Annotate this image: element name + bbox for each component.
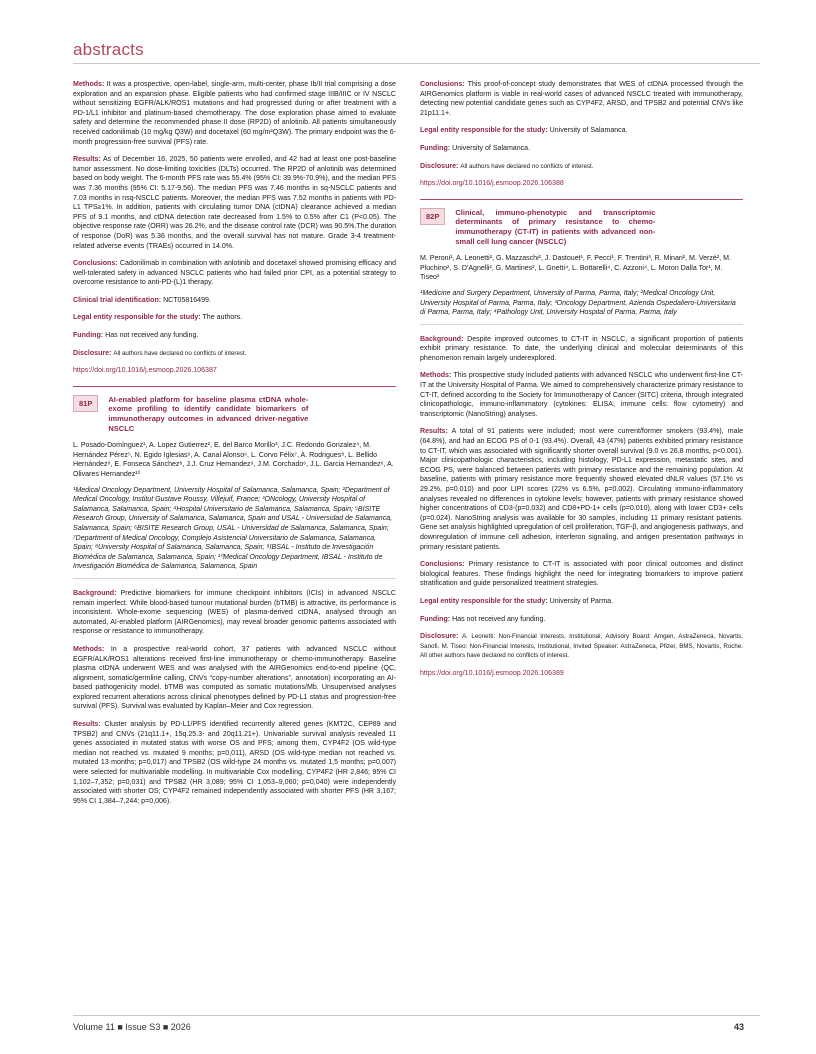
methods-paragraph: Methods: This prospective study included patients with advanced NSCLC who underwent first-line CT-IT at the University Hospital of Parma. We aimed to comprehensively characterize primary resistance to CT-IT, defined according to the Society for Immunotherapy of Cancer (SITC) criteria, through integrated clinicopathologic, immuno-inflammatory (cytokines: ELISA; immune cells: flow cytometry) and transcriptomic (NanoString) analyses. bbox=[420, 372, 743, 418]
abstract-81p-header bbox=[73, 386, 396, 433]
funding-paragraph: Funding: University of Salamanca. bbox=[420, 144, 531, 152]
disclosure-paragraph: Disclosure: All authors have declared no conflicts of interest. bbox=[73, 349, 247, 357]
disclosure-paragraph: Disclosure: All authors have declared no conflicts of interest. bbox=[420, 162, 594, 170]
journal-issue: Volume 11 ■ Issue S3 ■ 2026 bbox=[73, 1022, 191, 1032]
background-paragraph: Background: Predictive biomarkers for immune checkpoint inhibitors (ICIs) in advanced NSCLC remain imperfect. While blood-based tumour mutational burden (bTMB) is attractive, its performance is inconsistent. Whole-exome sequencing (WES) of plasma-derived ctDNA, analysed through an automated, AI-enabled platform (AIRGenomics), may reveal broader genomic patterns associated with response or resistance to immunotherapy. bbox=[73, 589, 396, 636]
results-paragraph: Results: A total of 91 patients were included; most were current/former smokers (93.4%), male (64.8%), and had an ECOG PS of 0-1 (93.4%). Overall, 43 (47%) patients exhibited primary resistance to CT-IT, which was associated with significantly shorter overall survival (9.0 vs 26.8 months, p<0.001). Major clinicopathologic characteristics, including histology, PD-L1 expression, metastatic sites, and ECOG PS, were balanced between patients with primary resistance and the remaining population. At baseline, patients with primary resistance more frequently showed elevated dNLR values (57.1% vs 29.2%, p=0.010) and poor LIPI scores (22% vs 6.5%, p=0.002). Circulating immuno-inflammatory analyses revealed no differences in cytokine levels; however, patients with primary resistance showed higher concentrations of CD3-(p=0.032) and CD8+PD-1+ cells (p=0.010), along with lower CD3+ cells (p=0.024). NanoString analysis was available for 30 samples, including 11 primary resistant patients. Gene set analysis highlighted upregulation of cell proliferation, TGF-β, and angiogenesis pathways, and downregulation of immune cell adhesion, interferon signaling, and antigen presentation pathways in primary resistant patients. bbox=[420, 428, 743, 551]
legal-paragraph: Legal entity responsible for the study: University of Salamanca. bbox=[420, 127, 628, 135]
affiliations: ¹Medical Oncology Department, University Hospital of Salamanca, Salamanca, Spain; ²Department of Medical Oncology, Institut Gustave Roussy, Villejuif, France; ³ONcology, University Hospital of Salamanca, Salamanca, Spain; ⁴Hospital Universitario de Salamanca, Salamanca, Spain; ⁵BISITE Research Group, University of Salamanca, Salamanca, Spain and USAL - Universidad de Salamanca, Salamanca, Spain; ⁶BISITE Research Group, USAL - Universidad de Salamanca, Salamanca, Spain; ⁷Department of Medical Oncology, Complejo Asistencial Universitario de Salamanca, Salamanca, Spain; ⁸University Hospital of Salamanca, Salamanca, Spain; ⁹IBSAL - Instituto de Investigación Biomédica de Salamanca, Salamanca, Spain; ¹⁰Medical Oncology Department, IBSAL - Instituto de Investigación Biomédica de Salamanca, Salamanca, Spain bbox=[73, 486, 396, 579]
legal-paragraph: Legal entity responsible for the study: University of Parma. bbox=[420, 597, 614, 605]
affiliations: ¹Medicine and Surgery Department, University of Parma, Parma, Italy; ²Medical Oncology Unit, University Hospital of Parma, Parma, Italy; ³Oncology Department, Azienda Ospedaliero-Universitaria di Parma, Parma, Italy; ⁴Pathology Unit, University Hospital of Parma, Parma, Italy bbox=[420, 289, 743, 325]
methods-paragraph: Methods: In a prospective real-world cohort, 37 patients with advanced NSCLC without EGFR/ALK/ROS1 alterations received first-line immunotherapy or chemo-immunotherapy. Baseline plasma ctDNA underwent WES and was analysed with the AIRGenomics end-to-end pipeline (QC, alignment, somatic/germline calling, CNVs “copy-number alterations”, annotation) incorporating an AI-based pathogenicity model. bTMB was computed as somatic mutations/Mb. Unsupervised analyses explored recurrent alterations across clinical phenotypes defined by PD-L1 status and progression-free survival (PFS). Survival was evaluated by Kaplan–Meier and Cox regression. bbox=[73, 645, 397, 711]
methods-paragraph: Methods: It was a prospective, open-label, single-arm, multi-center, phase Ib/II trial comprising a dose exploration and an expansion phase. Eligible patients who had confirmed stage IIIB/IIIC or IV NSCLC without sensitizing EGFR/ALK/ROS1 mutations and had progressed during or after treatment with a PD-1/L1 inhibitor and platinum-based chemotherapy. The dose exploration phase aimed to evaluate safety and determine the recommended phase II dose (RP2D) of anlotinib. All patients simultaneously received cadonilimab (10 mg/kg Q3W) and docetaxel (60 mg/m²Q3W). The primary endpoint was the 6-month progression-free survival (PFS) rate. bbox=[73, 81, 396, 146]
doi-link[interactable]: https://doi.org/10.1016/j.esmoop.2026.106389 bbox=[420, 669, 564, 677]
abstract-id-badge: 82P bbox=[420, 208, 445, 226]
funding-paragraph: Funding: Has not received any funding. bbox=[420, 615, 546, 623]
results-paragraph: Results: Cluster analysis by PD-L1/PFS identified recurrently altered genes (KMT2C, CEP89 and TPSB2) and CNVs (21q11.1+, 15q.25.3- and 20q11.21+). Univariable survival analysis revealed 11 genes associated in mutated status with worse OS and PFS; among them, CYP4F2 (OS wild-type median not reached vs. mutated 9 months; p=0,011), ARSD (OS wild-type median not reached vs. mutated 13 months; p=0,017) and TPSB2 (OS wild-type 24 months vs. mutated 1,5 months; p=0,007) were selected for multivariable modelling. In multivariable Cox modelling, CYP4F2 (HR 2,846; 95% CI 1,102–7,352; p=0,031) and TPSB2 (HR 3,089; 95% CI 1,053–9,060; p=0,040) were independently associated with shorter OS; CYP4F2 remained independently associated with shorter PFS (HR 3,167; 95% CI 1,384–7,244; p=0,006). bbox=[73, 721, 396, 805]
author-list: L. Posado-Domínguez¹, A. Lopez Gutierrez², E. del Barco Morillo³, J.C. Redondo Gonzalez⁴, M. Hernández Pérez⁵, N. Egido Iglesias⁶, A. Canal Alonso⁶, L. Corvo Félix⁷, A. Rodrigues⁸, L. Bellido Hernández⁹, E. Fonseca Sánchez⁸, J.J. Cruz Hernandez⁹, J.M. Corchado⁶, J.L. Garcia Hernandez⁶, A. Olivares Hernandez¹⁰ bbox=[73, 442, 394, 478]
doi-link[interactable]: https://doi.org/10.1016/j.esmoop.2026.106388 bbox=[420, 180, 564, 188]
abstract-82p-header bbox=[420, 199, 743, 246]
abstract-title: AI-enabled platform for baseline plasma ctDNA whole-exome profiling to identify candidate biomarkers of immunotherapy outcomes in advanced driver-negative NSCLC bbox=[108, 394, 309, 433]
left-column bbox=[73, 80, 396, 814]
section-header: abstracts bbox=[73, 40, 144, 59]
abstract-title: Clinical, immuno-phenotypic and transcriptomic determinants of primary resistance to chemo-immunotherapy (CT-IT) in patients with advanced non-small cell lung cancer (NSCLC) bbox=[455, 207, 656, 246]
right-column bbox=[420, 80, 743, 687]
footer-divider bbox=[73, 1015, 760, 1016]
conclusions-paragraph: Conclusions: Primary resistance to CT-IT is associated with poor clinical outcomes and distinct biological features. These findings highlight the need for integrating biomarkers to improve patient stratification and guide personalized treatment strategies. bbox=[420, 561, 743, 588]
abstract-id-badge: 81P bbox=[73, 395, 98, 413]
page-number: 43 bbox=[733, 1022, 744, 1032]
trial-id-paragraph: Clinical trial identification: NCT05816499. bbox=[73, 296, 211, 304]
author-list: M. Peroni¹, A. Leonetti², G. Mazzaschi², J. Dastouet¹, F. Pecci¹, F. Trentini³, R. Minari², M. Verzè², M. Pluchino², S. D'Agnelli², G. Martines², L. Gnetti⁴, L. Bottarelli⁴, C. Azzoni⁴, L. Moron Dalla Tor¹, M. Tiseo² bbox=[420, 255, 731, 282]
doi-link[interactable]: https://doi.org/10.1016/j.esmoop.2026.106387 bbox=[73, 367, 217, 375]
header-divider bbox=[73, 63, 760, 64]
funding-paragraph: Funding: Has not received any funding. bbox=[73, 332, 199, 340]
background-paragraph: Background: Despite improved outcomes to CT-IT in NSCLC, a significant proportion of patients exhibit primary resistance. To date, the underlying clinical and molecular determinants of this phenomenon remain largely underexplored. bbox=[420, 335, 743, 362]
results-paragraph: Results: As of December 16, 2025, 50 patients were enrolled, and 42 had at least one post-baseline tumor assessment. No dose-limiting toxicities (DLTs) occurred. The RP2D of anlotinib was determined based on body weight. The 6-month PFS rate was 55.4% (95% CI: 39.9%-70.9%), and the median PFS was 7.36 months (95% CI: 5.17-9.56). The median PFS was 7.46 months in sq-NSCLC patients and 7.03 months in nsq-NSCLC patients. Moreover, the median PFS was 7.52 months in patients with PD-L1 TPS≥1%. In addition, patients with circulating tumor DNA (ctDNA) clearance achieved a median PFS of 9.1 months, and ctDNA detection rate decreased from 1.5% to 0.5% after C1 (P<0.05). The objective response rate (ORR) was 26.2%, and the disease control rate (DCR) was 90.5%.The duration of response (DoR) was 5.36 months, and the overall survival has not mature. Grade 3-4 treatment-related adverse events (TRAEs) occurred in 14.0%. bbox=[73, 156, 396, 250]
legal-paragraph: Legal entity responsible for the study: The authors. bbox=[73, 314, 243, 322]
disclosure-paragraph: Disclosure: A. Leonetti: Non-Financial Interests, Institutional, Advisory Board: Amgen, AstraZeneca, Novartis, Sanofi. M. Tiseo: Non-Financial Interests, Institutional, Invited Speaker: AstraZeneca, Pfizer, BMS, Novartis, Roche. All other authors have declared no conflicts of interest. bbox=[420, 633, 743, 660]
conclusions-paragraph: Conclusions: This proof-of-concept study demonstrates that WES of ctDNA processed through the AIRGenomics platform is viable in real-world cases of advanced NSCLC treated with immunotherapy, detecting new potential candidate genes such as CYP4F2, ARSD, and TPSB2 and potential CNVs like 21p11.1+. bbox=[420, 81, 743, 117]
conclusions-paragraph: Conclusions: Cadonilimab in combination with anlotinib and docetaxel showed promising efficacy and well-tolerated safety in advanced NSCLC patients who had failed prior CPI, as a potential strategy to overcome resistance to anti-PD-(L)1 therapy. bbox=[73, 260, 396, 287]
